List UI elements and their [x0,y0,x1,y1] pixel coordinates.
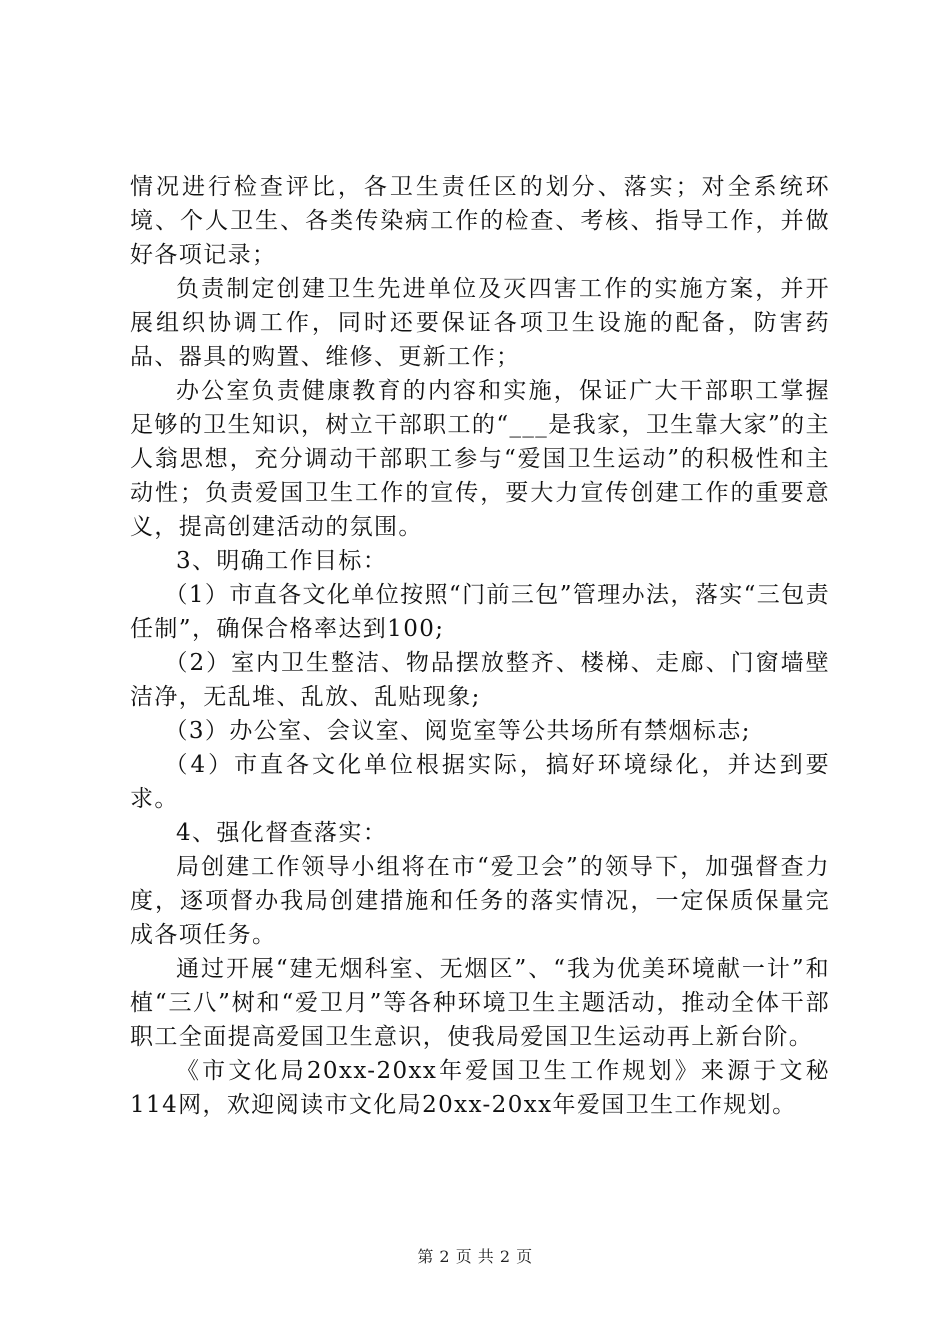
paragraph-plan-responsibility: 负责制定创建卫生先进单位及灭四害工作的实施方案，并开展组织协调工作，同时还要保证各项卫生设施的配备，防害药品、器具的购置、维修、更新工作； [130,276,830,370]
paragraph-inspection: 情况进行检查评比，各卫生责任区的划分、落实；对全系统环境、个人卫生、各类传染病工作的检查、考核、指导工作，并做好各项记录； [130,174,830,268]
goal-item-4: （4）市直各文化单位根据实际，搞好环境绿化，并达到要求。 [130,752,830,812]
paragraph-office-education: 办公室负责健康教育的内容和实施，保证广大干部职工掌握足够的卫生知识，树立干部职工的“___是我家，卫生靠大家”的主人翁思想，充分调动干部职工参与“爱国卫生运动”的积极性和主动性；负责爱国卫生工作的宣传，要大力宣传创建工作的重要意义，提高创建活动的氛围。 [130,378,830,540]
goal-item-1: （1）市直各文化单位按照“门前三包”管理办法，落实“三包责任制”，确保合格率达到100; [130,582,831,642]
heading-work-goals: 3、明确工作目标： [176,548,388,574]
goal-item-2: （2）室内卫生整洁、物品摆放整齐、楼梯、走廊、门窗墙壁洁净，无乱堆、乱放、乱贴现象; [130,650,830,710]
paragraph-source-note: 《市文化局20xx-20xx年爱国卫生工作规划》来源于文秘114网，欢迎阅读市文化局20xx-20xx年爱国卫生工作规划。 [130,1058,830,1118]
document-body [130,170,830,1122]
paragraph-leadership-group: 局创建工作领导小组将在市“爱卫会”的领导下，加强督查力度，逐项督办我局创建措施和任务的落实情况，一定保质保量完成各项任务。 [130,854,830,948]
heading-supervision: 4、强化督查落实： [176,820,388,846]
goal-item-3: （3）办公室、会议室、阅览室等公共场所有禁烟标志; [164,718,751,744]
page-number-footer: 第 2 页 共 2 页 [417,1247,533,1266]
paragraph-themed-activities: 通过开展“建无烟科室、无烟区”、“我为优美环境献一计”和植“三八”树和“爱卫月”等各种环境卫生主题活动，推动全体干部职工全面提高爱国卫生意识，使我局爱国卫生运动再上新台阶。 [130,956,830,1050]
